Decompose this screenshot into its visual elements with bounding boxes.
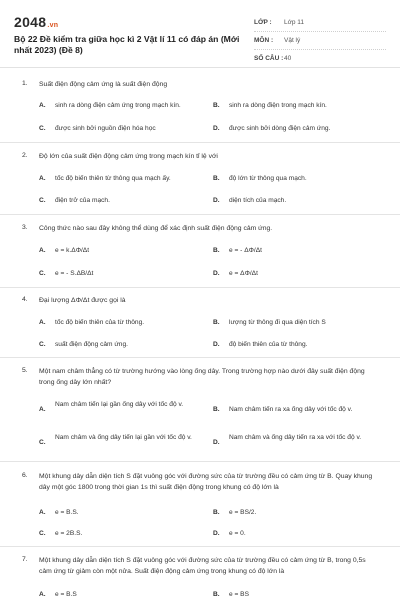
option-text: tốc độ biến thiên của từ thông. [55,319,145,326]
option-text: tốc độ biến thiên từ thông qua mạch ấy. [55,175,171,182]
meta-row-subject [254,32,386,50]
question-text: Một khung dây dẫn diện tích S đặt vuông góc với đường sức của từ trường đều có cảm ứng từ B. Quay khung dây một góc 1800 trong thời gian 1s thì suất điện động trong khung có độ lớn là [39,473,373,491]
header-divider [0,67,400,68]
header [0,0,400,66]
option-text: Nam châm và ống dây tiến lại gần với tốc độ v. [55,434,192,441]
meta-val-subject: Vật lý [284,37,301,44]
option-text: Nam châm và ống dây tiến ra xa với tốc độ v. [229,434,362,441]
option-text: suất điện động cảm ứng. [55,341,128,348]
option-text: Nam châm tiến ra xa ống dây với tốc độ v. [229,406,353,413]
option-text: độ lớn từ thông qua mạch. [229,175,307,182]
option-letter: B. [213,406,220,413]
option-text: e = BS [229,591,249,598]
meta-key-subject: MÔN : [254,37,274,44]
option-letter: B. [213,319,220,326]
option-letter: A. [39,406,46,413]
option-text: e = k.ΔΦ/Δt [55,247,90,254]
option-letter: C. [39,530,46,537]
option-text: e = - ΔΦ/Δt [229,247,262,254]
meta-row-class [254,14,386,32]
question-text: Công thức nào sau đây không thể dùng để xác định suất điện động cảm ứng. [39,225,273,232]
exam-meta [254,14,386,68]
question-divider [0,546,400,547]
question-text: Một nam châm thẳng có từ trường hướng vào lòng ống dây. Trong trường hợp nào dưới đây suất điện động trong ống dây lớn nhất? [39,368,365,386]
question-number: 6. [22,472,28,479]
option-letter: D. [213,341,220,348]
meta-key-count: SỐ CÂU : [254,55,284,62]
option-letter: D. [213,439,220,446]
question-number: 7. [22,556,28,563]
question-text: Suất điện động cảm ứng là suất điện động [39,81,168,88]
site-logo[interactable] [14,14,58,30]
option-letter: C. [39,341,46,348]
option-letter: A. [39,102,46,109]
option-letter: A. [39,175,46,182]
meta-val-count: 40 [284,55,292,62]
option-text: Nam châm tiến lại gần ống dây với tốc độ v. [55,401,184,408]
question-number: 1. [22,80,28,87]
option-letter: B. [213,102,220,109]
option-text: điện trở của mạch. [55,197,110,204]
option-letter: D. [213,197,220,204]
option-letter: B. [213,591,220,598]
logo-suffix: .vn [47,22,59,29]
question-divider [0,142,400,143]
question-number: 2. [22,152,28,159]
meta-key-class: LỚP : [254,19,272,26]
question-divider [0,214,400,215]
question-number: 4. [22,296,28,303]
option-text: e = B.S. [55,509,79,516]
option-letter: C. [39,439,46,446]
question-text: Đại lượng ΔΦ/Δt được gọi là [39,297,126,304]
question-number: 5. [22,367,28,374]
option-text: sinh ra dòng điện trong mạch kín. [229,102,327,109]
option-letter: D. [213,270,220,277]
question-divider [0,357,400,358]
option-text: sinh ra dòng điện cảm ứng trong mạch kín. [55,102,181,109]
option-text: độ biến thiên của từ thông. [229,341,308,348]
option-text: e = 2B.S. [55,530,83,537]
question-text: Độ lớn của suất điện động cảm ứng trong mạch kín tỉ lệ với [39,153,218,160]
exam-title: Bộ 22 Đề kiểm tra giữa học kì 2 Vật lí 11 có đáp án (Mới nhất 2023) (Đề 8) [14,34,240,55]
option-letter: A. [39,591,46,598]
option-text: e = BS/2. [229,509,257,516]
question-number: 3. [22,224,28,231]
option-letter: D. [213,530,220,537]
option-letter: C. [39,270,46,277]
question-divider [0,287,400,288]
option-letter: D. [213,125,220,132]
option-text: được sinh bởi dòng điện cảm ứng. [229,125,331,132]
option-letter: C. [39,125,46,132]
option-text: e = ΔΦ/Δt [229,270,258,277]
meta-row-count [254,50,386,68]
option-text: e = B.S [55,591,77,598]
option-letter: B. [213,247,220,254]
option-text: lượng từ thông đi qua diện tích S [229,319,326,326]
option-text: e = 0. [229,530,246,537]
option-letter: C. [39,197,46,204]
option-letter: A. [39,247,46,254]
option-letter: B. [213,509,220,516]
meta-val-class: Lớp 11 [284,19,305,26]
option-letter: A. [39,319,46,326]
option-text: được sinh bởi nguồn điện hóa học [55,125,156,132]
option-letter: B. [213,175,220,182]
question-text: Một khung dây dẫn diện tích S đặt vuông góc với đường sức của từ trường đều có cảm ứng từ B, trong 0,5s cảm ứng từ giảm còn một nửa. Suất điện động cảm ứng trong khung có độ lớn là [39,557,366,575]
logo-text: 2048 [14,14,47,30]
option-text: diện tích của mạch. [229,197,287,204]
question-divider [0,461,400,462]
option-text: e = - S.ΔB/Δt [55,270,94,277]
option-letter: A. [39,509,46,516]
